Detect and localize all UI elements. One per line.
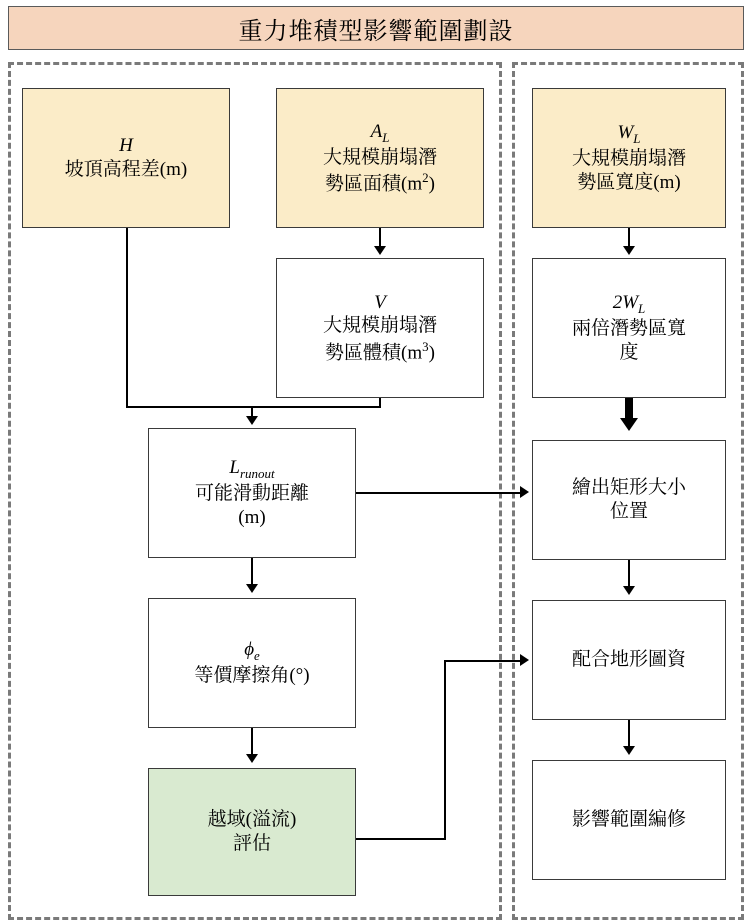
connector-phie-to-overflow (251, 728, 253, 756)
node-two-wl-label-line1: 兩倍潛勢區寬 (571, 317, 686, 339)
diagram-title-bar (8, 6, 744, 50)
node-v-label-line1: 大規模崩塌潛 (322, 315, 437, 337)
node-v-symbol: V (374, 291, 386, 313)
connector-twowl-to-draw-rect (625, 398, 633, 420)
arrowhead-lrunout-to-draw-rect (520, 486, 529, 498)
node-draw-rectangle (532, 440, 726, 560)
node-v-label-line2: 勢區體積$(m^3)$ (325, 338, 435, 364)
arrowhead-lrunout-to-phie (246, 584, 258, 593)
arrowhead-al-to-v (374, 246, 386, 255)
node-overflow-line2: 評估 (232, 833, 271, 854)
arrowhead-wl-to-twowl (623, 246, 635, 255)
node-edit-impact-range-label: 影響範圍編修 (571, 808, 686, 830)
node-h-symbol: H (119, 134, 133, 156)
connector-terrain-to-edit-range (628, 720, 630, 748)
connector-al-to-v (379, 228, 381, 248)
connector-overflow-right (356, 838, 446, 840)
node-al-symbol: $A_L$ (370, 120, 390, 145)
arrowhead-draw-rect-to-terrain (623, 586, 635, 595)
connector-draw-rect-to-terrain (628, 560, 630, 588)
node-edit-impact-range (532, 760, 726, 880)
node-lrunout-label-line2: (m) (238, 507, 266, 529)
node-two-wl-symbol: $2W_L$ (612, 291, 646, 316)
node-wl-label-line2: 勢區寬度(m) (577, 172, 681, 194)
node-v (276, 258, 484, 398)
arrowhead-overflow-to-terrain (520, 654, 529, 666)
connector-wl-to-twowl (628, 228, 630, 248)
node-h (22, 88, 230, 228)
node-two-wl-label-line2: 度 (619, 342, 639, 364)
node-lrunout-label-line1: 可能滑動距離 (194, 482, 309, 504)
node-lrunout (148, 428, 356, 558)
node-draw-rectangle-line1: 繪出矩形大小 (571, 476, 686, 498)
connector-h-right (126, 406, 252, 408)
connector-overflow-up (444, 660, 446, 840)
connector-overflow-to-terrain (444, 660, 522, 662)
node-phie-label: 等價摩擦角(°) (194, 664, 310, 686)
node-draw-rectangle-line2: 位置 (609, 501, 648, 522)
node-wl (532, 88, 726, 228)
node-terrain-data-label: 配合地形圖資 (571, 648, 686, 670)
connector-lrunout-to-phie (251, 558, 253, 586)
arrowhead-terrain-to-edit-range (623, 746, 635, 755)
node-lrunout-symbol: $L_{runout}$ (229, 456, 275, 481)
node-terrain-data (532, 600, 726, 720)
connector-v-left (252, 406, 381, 408)
connector-lrunout-to-draw-rect (356, 492, 522, 494)
arrowhead-phie-to-overflow (246, 754, 258, 763)
node-al-label-line2: 勢區面積$(m^2)$ (325, 169, 435, 195)
node-overflow-assessment (148, 768, 356, 896)
node-al-label-line1: 大規模崩塌潛 (322, 146, 437, 168)
page-title: 重力堆積型影響範圍劃設 (238, 18, 514, 45)
node-overflow-line1: 越域(溢流) (207, 808, 297, 830)
node-wl-label-line1: 大規模崩塌潛 (571, 147, 686, 169)
arrowhead-twowl-to-draw-rect (620, 418, 638, 431)
node-phie-symbol: $\phi_e$ (244, 638, 260, 663)
node-h-label: 坡頂高程差(m) (64, 158, 188, 180)
node-two-wl (532, 258, 726, 398)
connector-h-down (126, 228, 128, 408)
node-al (276, 88, 484, 228)
arrowhead-to-lrunout (246, 416, 258, 425)
node-wl-symbol: $W_L$ (617, 121, 641, 146)
node-phie (148, 598, 356, 728)
